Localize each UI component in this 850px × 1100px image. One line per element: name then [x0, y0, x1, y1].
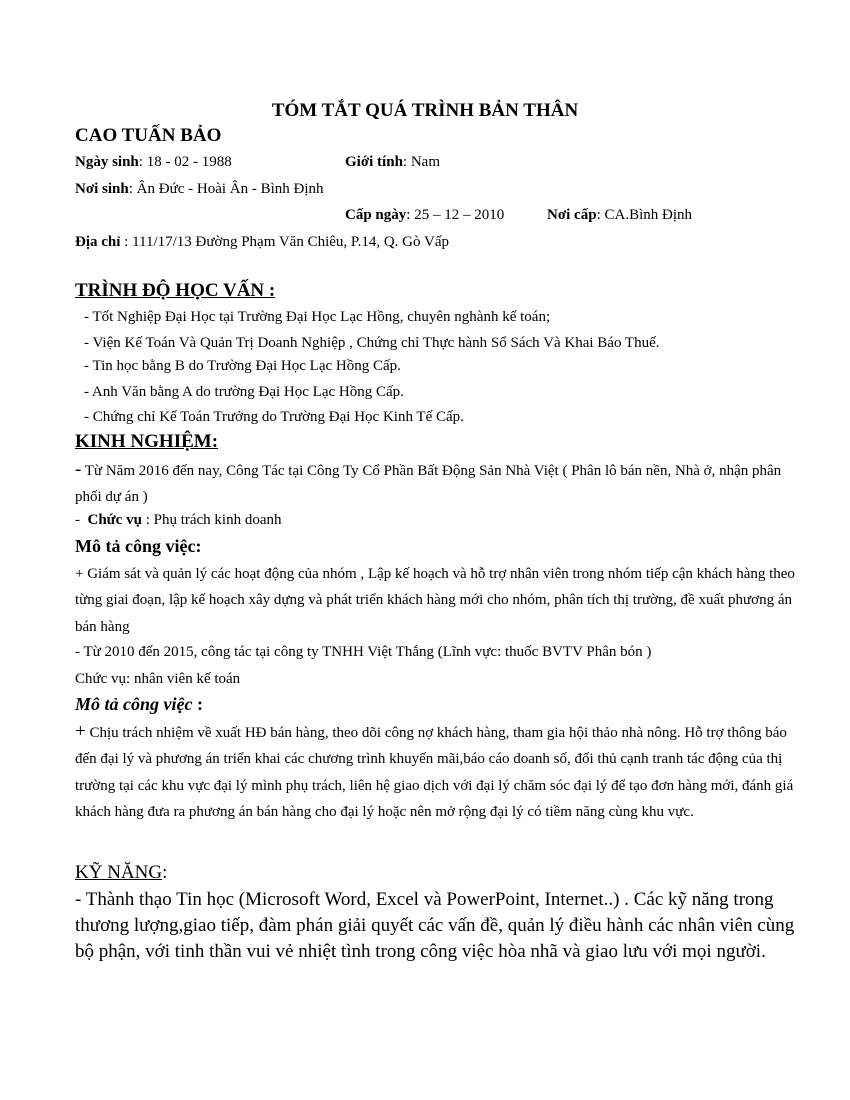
education-item: - Tốt Nghiệp Đại Học tại Trường Đại Học Lạc Hồng, chuyên nghành kế toán; [84, 309, 551, 325]
job1-role-value: : Phụ trách kinh doanh [141, 512, 282, 528]
birth-date-label: Ngày sinh [75, 154, 139, 170]
birth-place-row [75, 181, 324, 198]
skills-text: - Thành thạo Tin học (Microsoft Word, Excel và PowerPoint, Internet..) . Các kỹ năng trong thương lượng,giao tiếp, đàm phán giải quyết các vấn đề, quản lý điều hành các nhân viên cùng bộ phận, với tinh thần vui vẻ nhiệt tình trong công việc hòa nhã và giao lưu với mọi người. [75, 889, 795, 962]
job1-dash: - [75, 459, 82, 480]
issue-date-label: Cấp ngày [345, 207, 407, 223]
gender-value: : Nam [402, 154, 440, 170]
gender-label: Giới tính [345, 154, 403, 170]
document-title: TÓM TẮT QUÁ TRÌNH BẢN THÂN [271, 100, 579, 121]
job1-summary [75, 457, 805, 511]
job2-role: Chức vụ: nhân viên kế toán [75, 671, 241, 687]
address-label: Địa chỉ [75, 234, 121, 250]
birth-date-value: : 18 - 02 - 1988 [138, 154, 232, 170]
issue-date-value: : 25 – 12 – 2010 [406, 207, 505, 223]
birth-place-label: Nơi sinh [75, 181, 129, 197]
address-value: : 111/17/13 Đường Phạm Văn Chiêu, P.14, Q. Gò Vấp [120, 234, 449, 250]
issue-place-label: Nơi cấp [547, 207, 597, 223]
skills-heading: KỸ NĂNG [75, 862, 163, 883]
issue-place-row [547, 207, 692, 224]
job2-desc-text: Chịu trách nhiệm về xuất HĐ bán hàng, theo dõi công nợ khách hàng, tham gia hội thảo nhà nông. Hỗ trợ thông báo đến đại lý và phương án triển khai các chương trình khuyến mãi,báo cáo doanh số, đối thủ cạnh tranh tác động của thị trường tại các khu vực đại lý mình phụ trách, liên hệ giao dịch với đại lý chăm sóc đại lý để tạo đơn hàng mới, đánh giá khách hàng đưa ra phương án bán hàng cho đại lý hoặc nên mở rộng đại lý có tiềm năng cùng khu vực. [75, 725, 794, 821]
job1-description: + Giám sát và quản lý các hoạt động của nhóm , Lập kế hoạch và hỗ trợ nhân viên trong nhóm tiếp cận khách hàng theo từng giai đoạn, lập kế hoạch xây dựng và phát triển khách hàng mới cho nhóm, phân tích thị trường, đề xuất phương án bán hàng [75, 566, 795, 635]
skills-heading-row [75, 862, 167, 884]
issue-place-value: : CA.Bình Định [596, 207, 692, 223]
education-item: - Viện Kế Toán Và Quản Trị Doanh Nghiệp , Chứng chỉ Thực hành Sổ Sách Và Khai Báo Thuế. [84, 335, 660, 351]
job2-description [75, 719, 805, 826]
experience-heading: KINH NGHIỆM: [75, 431, 219, 452]
job2-desc-colon: : [192, 694, 203, 714]
issue-date-row [345, 207, 504, 224]
candidate-name: CAO TUẤN BẢO [75, 125, 222, 146]
job2-summary: - Từ 2010 đến 2015, công tác tại công ty TNHH Việt Thắng (Lĩnh vực: thuốc BVTV Phân bón ) [75, 644, 652, 660]
birth-date-row [75, 154, 232, 171]
gender-row [345, 154, 440, 171]
education-item: - Anh Văn bằng A do trường Đại Học Lạc Hồng Cấp. [84, 384, 404, 400]
job1-text: Từ Năm 2016 đến nay, Công Tác tại Công Ty Cổ Phần Bất Động Sản Nhà Việt ( Phân lô bán nền, Nhà ở, nhận phân phối dự án ) [75, 463, 782, 506]
education-item: - Tin học bằng B do Trường Đại Học Lạc Hồng Cấp. [84, 358, 401, 374]
skills-heading-colon: : [162, 862, 168, 883]
education-heading: TRÌNH ĐỘ HỌC VẤN : [75, 280, 276, 301]
job2-desc-heading-row [75, 694, 203, 715]
education-item: - Chứng chỉ Kế Toán Trưởng do Trường Đại Học Kinh Tế Cấp. [84, 409, 464, 425]
job1-desc-heading: Mô tả công việc: [75, 536, 202, 556]
address-row [75, 234, 449, 251]
job1-role-prefix: - [75, 512, 88, 528]
job2-desc-heading: Mô tả công việc [75, 694, 193, 714]
job2-desc-plus: + [75, 721, 86, 742]
birth-place-value: : Ân Đức - Hoài Ân - Bình Định [128, 181, 324, 197]
job1-role-label: Chức vụ [87, 512, 142, 528]
job1-role [75, 512, 282, 529]
